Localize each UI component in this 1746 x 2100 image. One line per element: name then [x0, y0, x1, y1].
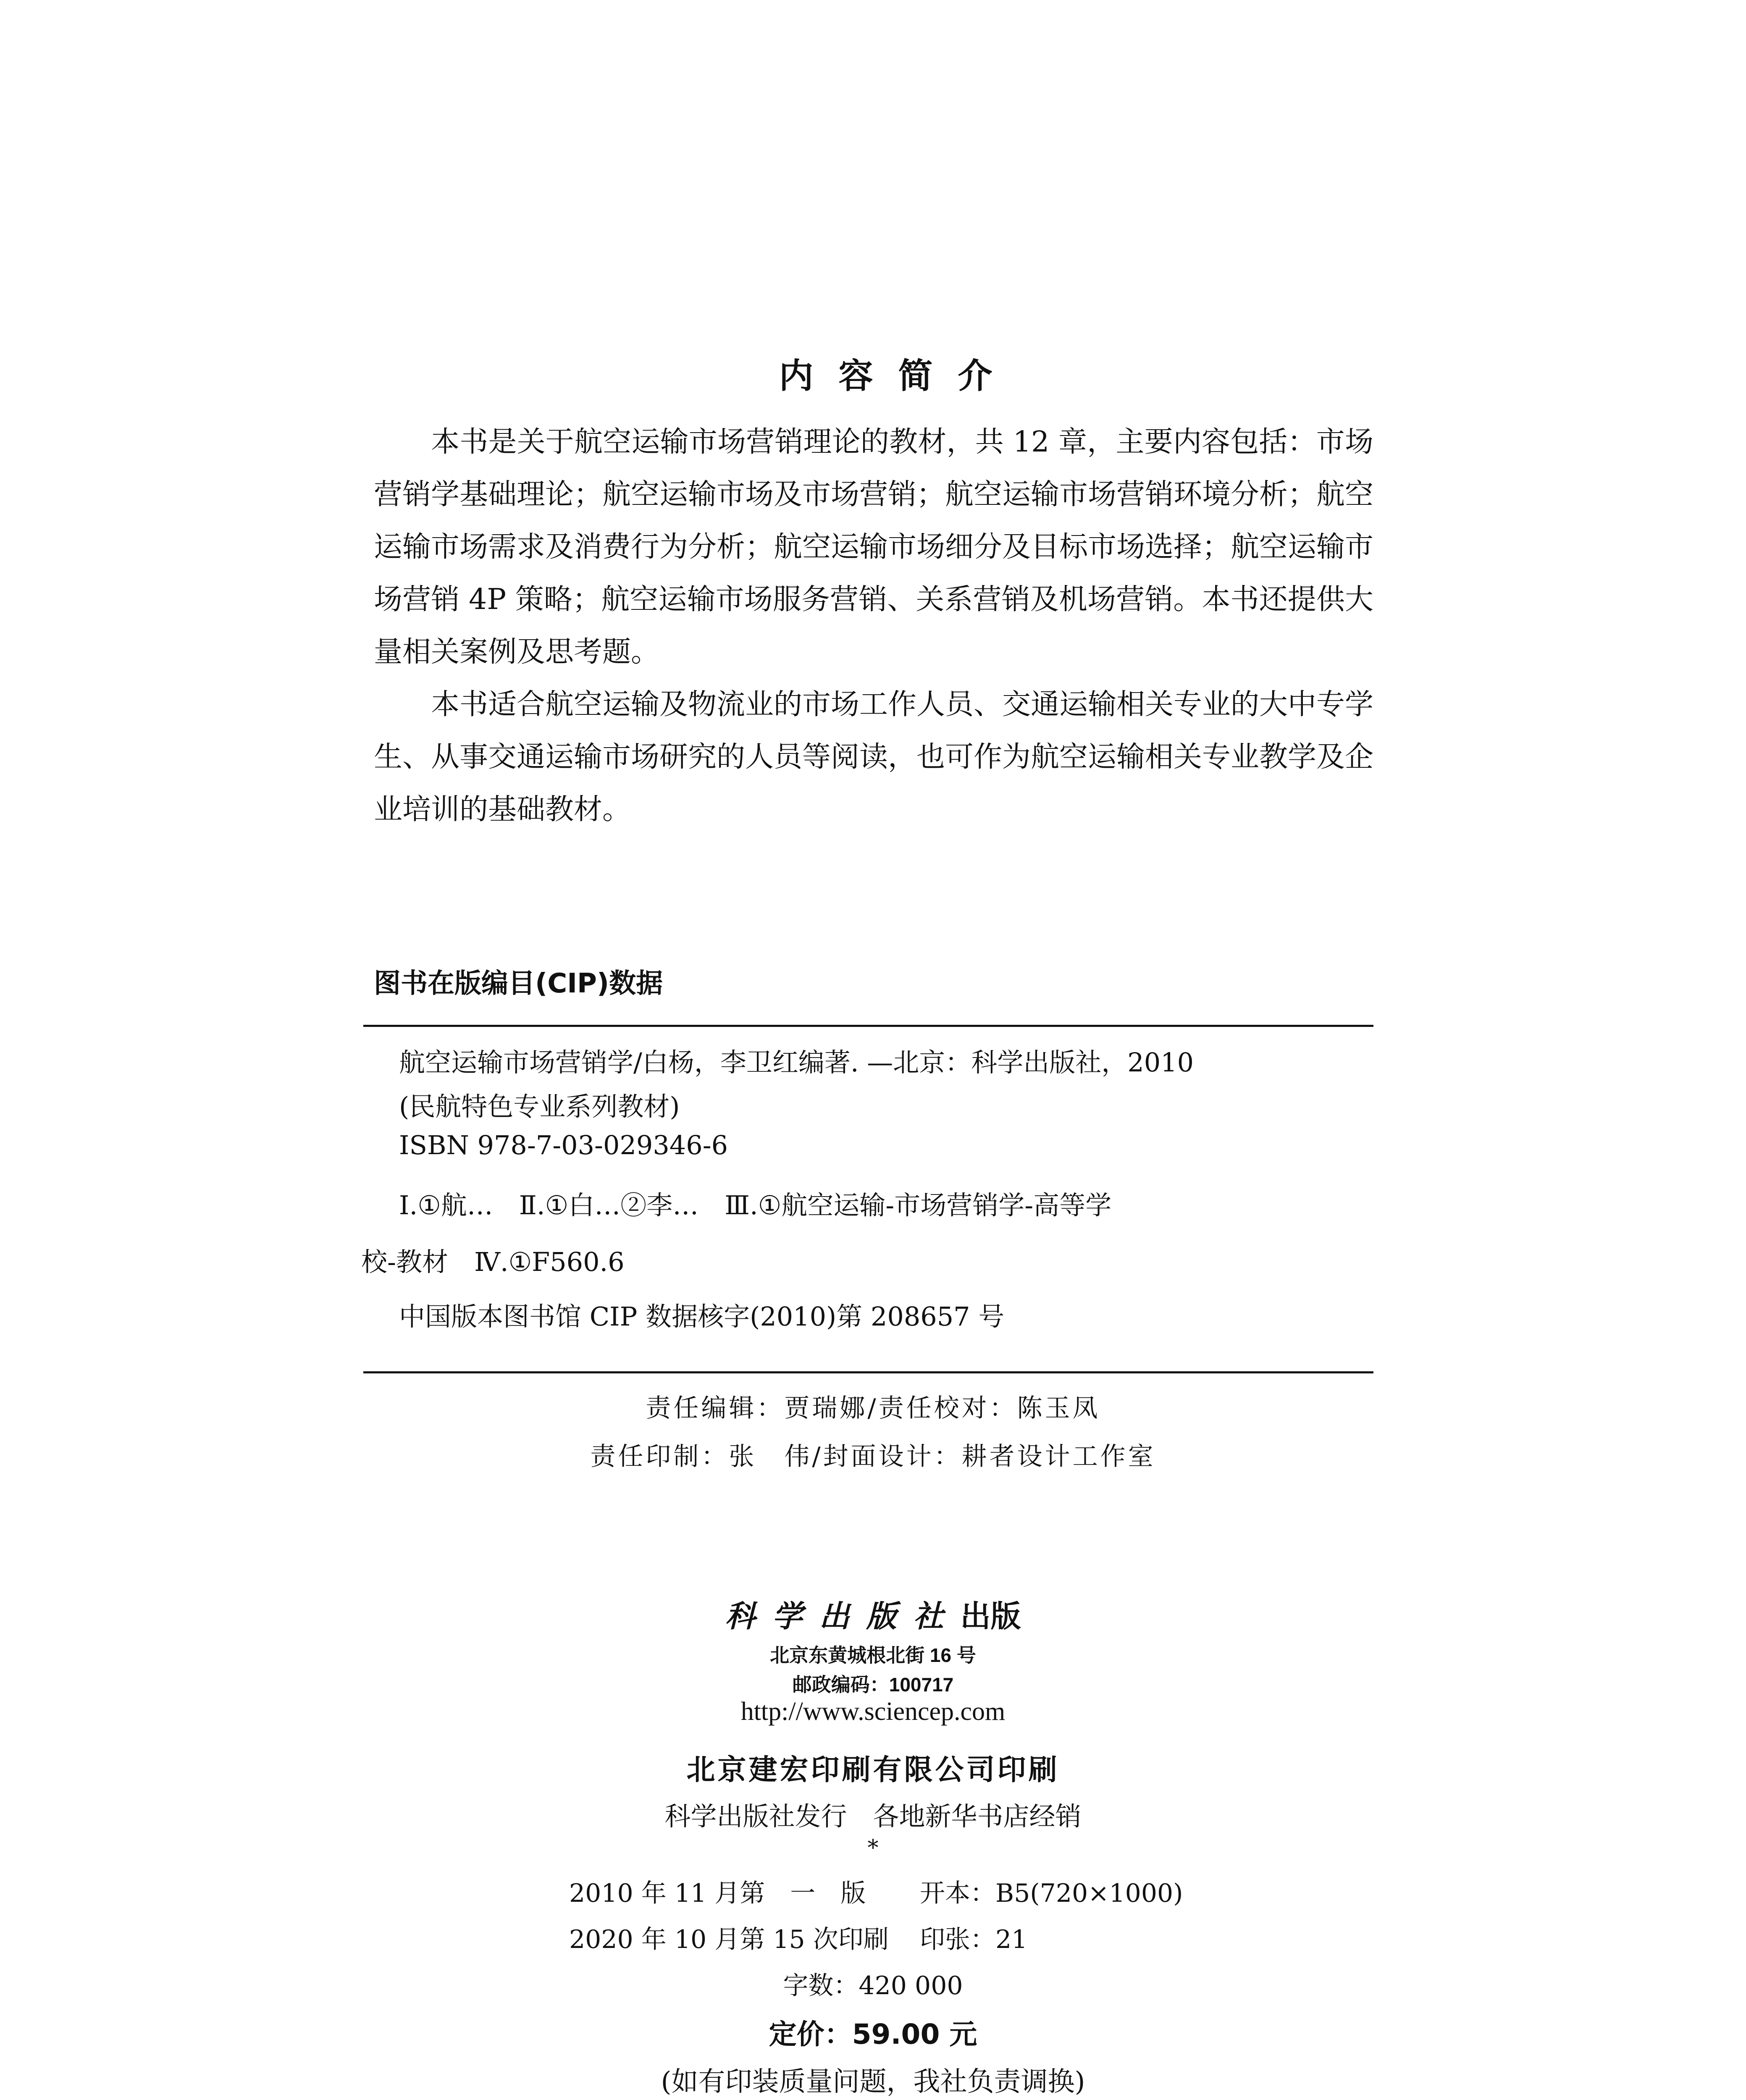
- publisher-name: 科学出版社: [725, 1598, 961, 1634]
- printer-suffix: 印刷: [997, 1753, 1060, 1787]
- printer-line: [0, 1747, 1746, 1788]
- cip-line-classification-2: 校-教材 Ⅳ.①F560.6: [361, 1247, 625, 1277]
- credits-production: 责任印制：张 伟/封面设计：耕者设计工作室: [590, 1442, 1156, 1471]
- separator-star: *: [867, 1835, 879, 1861]
- publisher-line: [0, 1592, 1746, 1635]
- summary-body: [374, 416, 1373, 836]
- edition-info: 2010 年 11 月第 一 版: [569, 1879, 866, 1908]
- cip-top-rule: [363, 1025, 1373, 1027]
- word-count: 字数：420 000: [783, 1971, 963, 2000]
- printing-info: 2020 年 10 月第 15 次印刷: [569, 1925, 889, 1954]
- cip-heading: 图书在版编目(CIP)数据: [374, 968, 663, 999]
- sheets-info: 印张：21: [920, 1925, 1028, 1954]
- cip-line-classification-1: Ⅰ.①航… Ⅱ.①白…②李… Ⅲ.①航空运输-市场营销学-高等学: [399, 1190, 1112, 1221]
- format-info: 开本：B5(720×1000): [920, 1879, 1183, 1908]
- cip-line-title: 航空运输市场营销学/白杨，李卫红编著. —北京：科学出版社，2010: [399, 1047, 1194, 1078]
- cip-line-isbn: ISBN 978-7-03-029346-6: [399, 1130, 728, 1160]
- printer-name: 北京建宏印刷有限公司: [686, 1753, 998, 1787]
- cip-bottom-rule: [363, 1371, 1373, 1373]
- publisher-address: 北京东黄城根北街 16 号: [770, 1644, 976, 1666]
- publisher-suffix: 出版: [960, 1598, 1021, 1634]
- credits-editors: 责任编辑：贾瑞娜/责任校对：陈玉凤: [646, 1394, 1100, 1423]
- publisher-url: http://www.sciencep.com: [740, 1697, 1006, 1726]
- summary-paragraph-1: 本书是关于航空运输市场营销理论的教材，共 12 章，主要内容包括：市场营销学基础理论；航空运输市场及市场营销；航空运输市场营销环境分析；航空运输市场需求及消费行为分析；航空运输市场细分及目标市场选择；航空运输市场营销 4P 策略；航空运输市场服务营销、关系营销及机场营销。本书还提供大量相关案例及思考题。: [374, 425, 1374, 669]
- cip-line-record-number: 中国版本图书馆 CIP 数据核字(2010)第 208657 号: [399, 1301, 1005, 1332]
- summary-title: 内容简介: [779, 356, 1018, 396]
- summary-paragraph-2: 本书适合航空运输及物流业的市场工作人员、交通运输相关专业的大中专学生、从事交通运输市场研究的人员等阅读，也可作为航空运输相关专业教学及企业培训的基础教材。: [374, 688, 1374, 826]
- distribution-line: 科学出版社发行 各地新华书店经销: [664, 1801, 1082, 1832]
- cip-line-series: (民航特色专业系列教材): [399, 1091, 680, 1122]
- quality-note: (如有印装质量问题，我社负责调换): [661, 2066, 1085, 2097]
- price: 定价：59.00 元: [769, 2018, 977, 2050]
- publisher-postcode: 邮政编码：100717: [792, 1674, 954, 1696]
